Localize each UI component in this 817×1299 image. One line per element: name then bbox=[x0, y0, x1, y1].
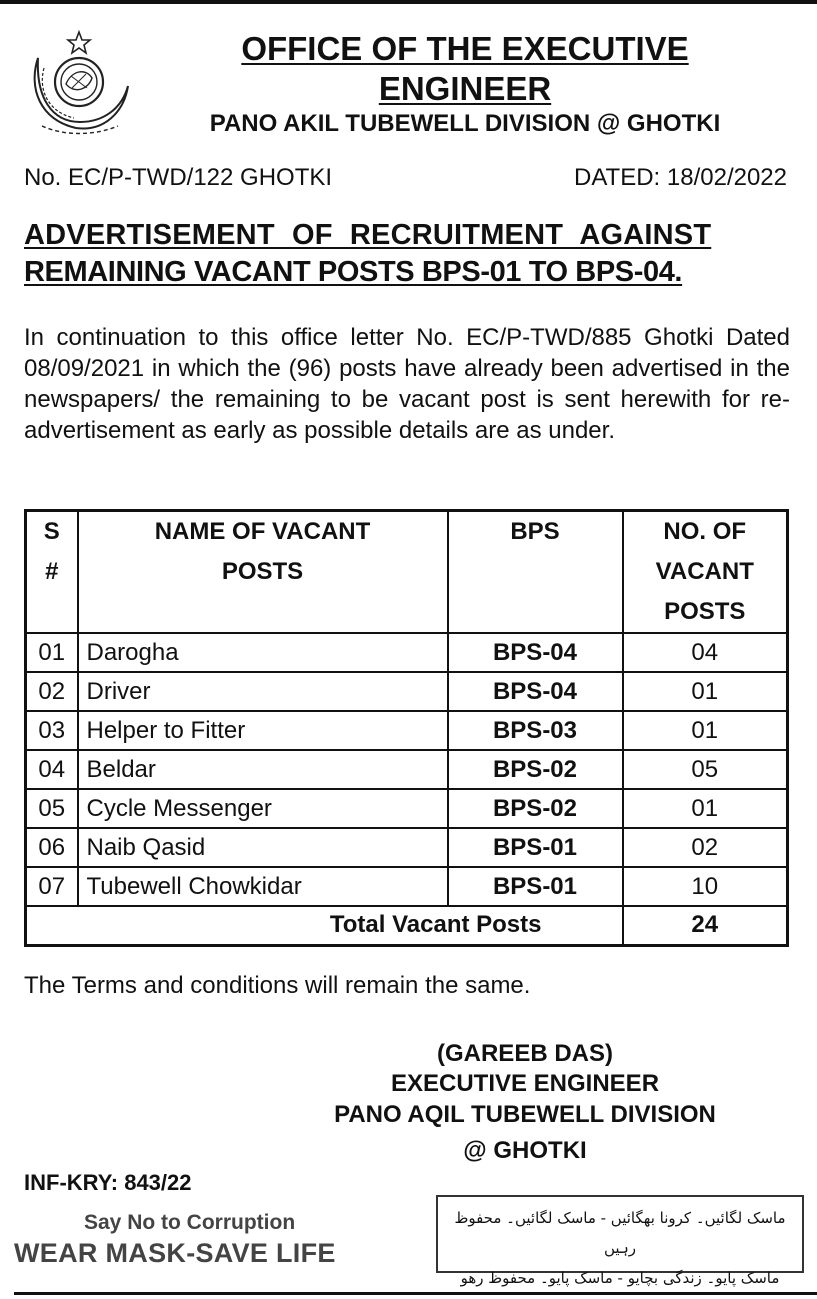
row-post-name: Naib Qasid bbox=[78, 828, 448, 867]
table-row bbox=[26, 633, 788, 672]
anti-corruption-slogan: Say No to Corruption bbox=[84, 1211, 296, 1234]
row-serial: 06 bbox=[26, 828, 78, 867]
body-paragraph: In continuation to this office letter No. EC/P-TWD/885 Ghotki Dated 08/09/2021 in which the (96) posts have already been advertised in the newspapers/ the remaining to be vacant post is sent herewith for re-advertisement as early as possible details are as under. bbox=[24, 324, 790, 444]
row-serial: 01 bbox=[26, 633, 78, 672]
header-bps bbox=[448, 511, 623, 634]
urdu-slogan-box bbox=[436, 1195, 804, 1287]
table-row bbox=[26, 711, 788, 750]
reference-date: DATED: 18/02/2022 bbox=[573, 164, 787, 191]
table-row bbox=[26, 867, 788, 906]
row-serial: 03 bbox=[26, 711, 78, 750]
vacant-posts-table bbox=[24, 509, 789, 947]
row-post-name: Driver bbox=[78, 672, 448, 711]
office-title-continued: ENGINEER bbox=[378, 70, 552, 107]
table-row bbox=[26, 789, 788, 828]
subject-line-1: ADVERTISEMENT OF RECRUITMENT AGAINST bbox=[24, 219, 712, 251]
header-vacant-count bbox=[623, 511, 788, 634]
row-post-name: Tubewell Chowkidar bbox=[78, 867, 448, 906]
row-count: 01 bbox=[623, 789, 788, 828]
row-count: 10 bbox=[623, 867, 788, 906]
government-seal-icon bbox=[24, 28, 136, 136]
row-bps: BPS-01 bbox=[448, 828, 623, 867]
row-bps: BPS-02 bbox=[448, 750, 623, 789]
table-row bbox=[26, 672, 788, 711]
urdu-slogan-line-1: ماسک لگائیں۔ کرونا بھگائیں - ماسک لگائیں۔ محفوظ رہیں bbox=[454, 1209, 786, 1257]
row-count: 01 bbox=[623, 672, 788, 711]
signatory-title: EXECUTIVE ENGINEER bbox=[390, 1070, 660, 1097]
table-total-row bbox=[26, 906, 788, 945]
row-serial: 04 bbox=[26, 750, 78, 789]
row-post-name: Beldar bbox=[78, 750, 448, 789]
table-row bbox=[26, 828, 788, 867]
row-bps: BPS-03 bbox=[448, 711, 623, 750]
row-count: 01 bbox=[623, 711, 788, 750]
table-header-row bbox=[26, 511, 788, 634]
header-post-name-line-1: NAME OF VACANT bbox=[154, 518, 371, 545]
inf-code: INF-KRY: 843/22 bbox=[24, 1170, 192, 1195]
row-post-name: Darogha bbox=[78, 633, 448, 672]
top-rule bbox=[0, 0, 817, 4]
row-serial: 02 bbox=[26, 672, 78, 711]
reference-number: No. EC/P-TWD/122 GHOTKI bbox=[24, 164, 333, 191]
subject-heading bbox=[24, 217, 790, 291]
signatory-division: PANO AQIL TUBEWELL DIVISION bbox=[334, 1101, 716, 1128]
subject-line-2: REMAINING VACANT POSTS BPS-01 TO BPS-04. bbox=[24, 256, 683, 288]
row-bps: BPS-04 bbox=[448, 672, 623, 711]
header-count-line-1: NO. OF bbox=[663, 518, 747, 545]
table-row bbox=[26, 750, 788, 789]
row-count: 04 bbox=[623, 633, 788, 672]
urdu-slogan-line-2: ماسک پایو۔ زندگی بچایو - ماسک پایو۔ محفوظ رھو bbox=[460, 1269, 780, 1287]
row-bps: BPS-04 bbox=[448, 633, 623, 672]
header-post-name bbox=[78, 511, 448, 634]
row-count: 05 bbox=[623, 750, 788, 789]
header-serial-line-2: # bbox=[45, 558, 59, 585]
row-count: 02 bbox=[623, 828, 788, 867]
row-bps: BPS-01 bbox=[448, 867, 623, 906]
header-bps-label: BPS bbox=[510, 518, 560, 545]
mask-slogan: WEAR MASK-SAVE LIFE bbox=[14, 1238, 336, 1268]
terms-statement: The Terms and conditions will remain the same. bbox=[24, 972, 531, 999]
row-bps: BPS-02 bbox=[448, 789, 623, 828]
header-serial-number bbox=[26, 511, 78, 634]
division-title: PANO AKIL TUBEWELL DIVISION @ GHOTKI bbox=[209, 110, 721, 137]
row-serial: 07 bbox=[26, 867, 78, 906]
signatory-name: (GAREEB DAS) bbox=[436, 1040, 613, 1067]
header-count-line-3: POSTS bbox=[664, 598, 746, 625]
office-title: OFFICE OF THE EXECUTIVE bbox=[241, 30, 689, 67]
bottom-rule bbox=[14, 1292, 817, 1295]
row-serial: 05 bbox=[26, 789, 78, 828]
row-post-name: Cycle Messenger bbox=[78, 789, 448, 828]
row-post-name: Helper to Fitter bbox=[78, 711, 448, 750]
header-post-name-line-2: POSTS bbox=[221, 558, 304, 585]
header-serial-line-1: S bbox=[43, 518, 60, 545]
total-value: 24 bbox=[623, 906, 788, 945]
signatory-location: @ GHOTKI bbox=[463, 1137, 587, 1164]
total-label: Total Vacant Posts bbox=[26, 906, 623, 945]
header-count-line-2: VACANT bbox=[655, 558, 754, 585]
